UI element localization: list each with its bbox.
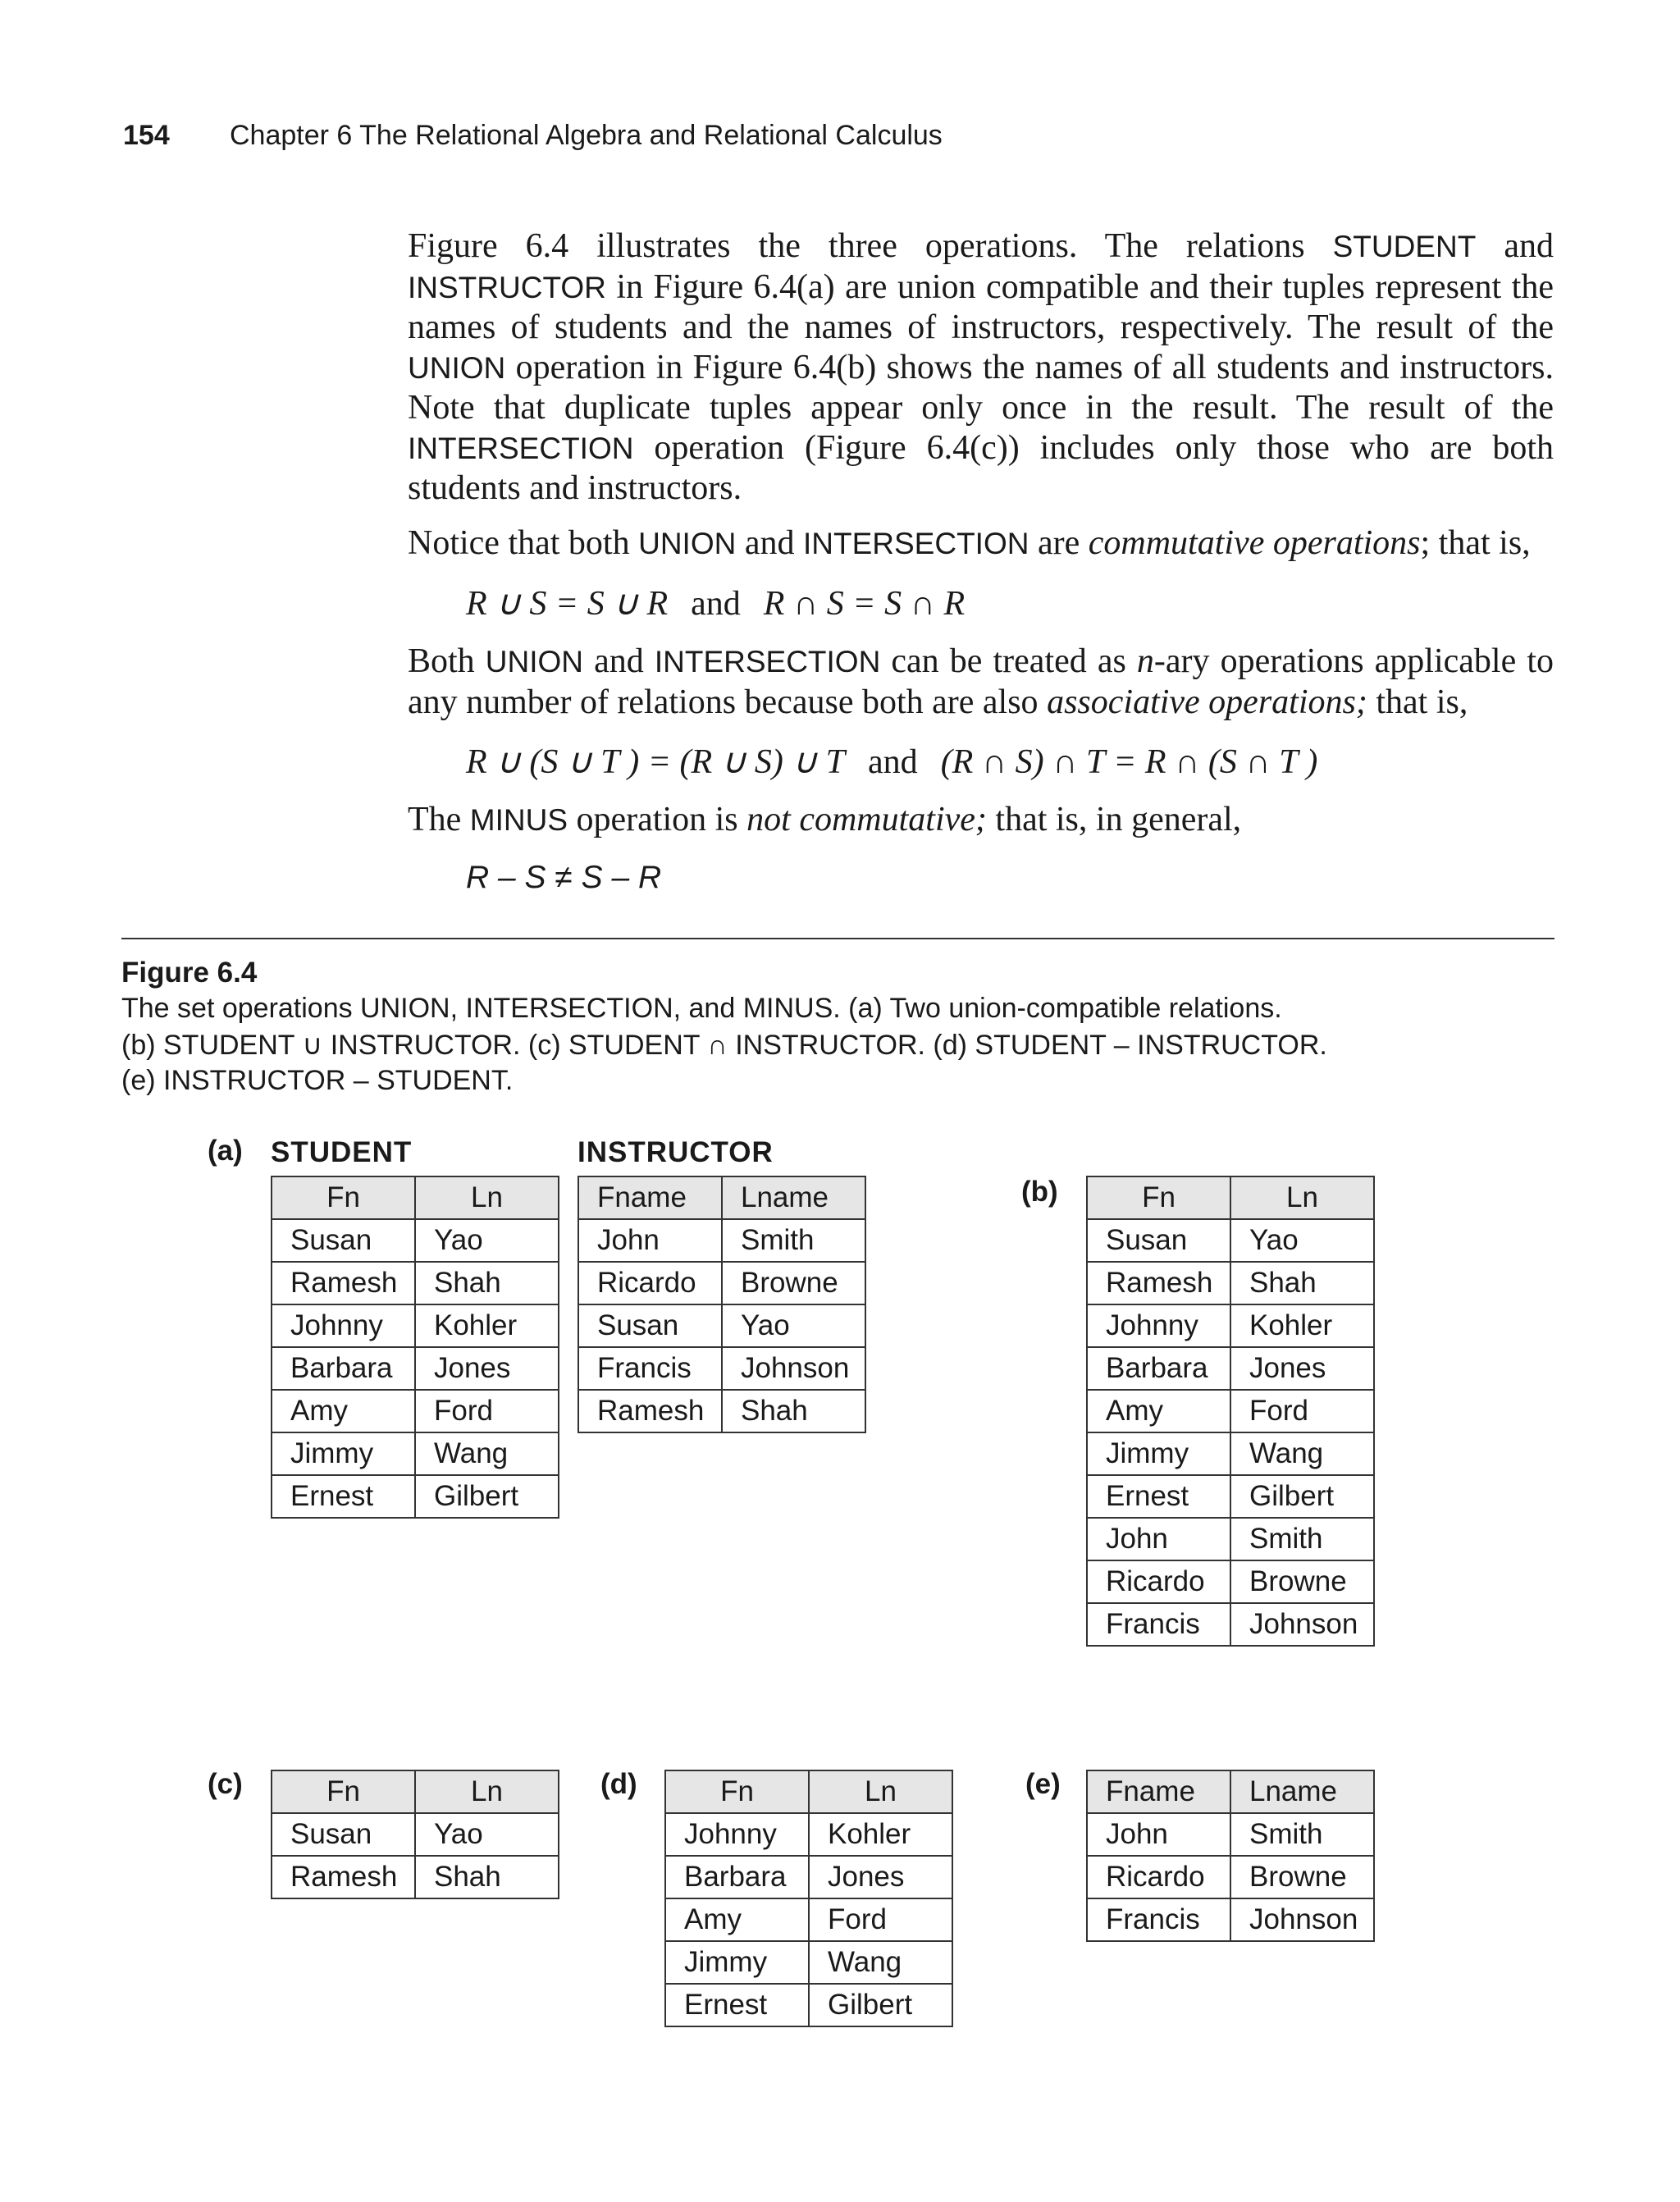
table-cell: Gilbert	[415, 1475, 559, 1518]
table-row	[1087, 1262, 1374, 1304]
table-cell: Shah	[1230, 1262, 1374, 1304]
table-cell: Ford	[809, 1898, 952, 1941]
text-run: Notice that both	[408, 524, 639, 562]
text-run: -ary operations applicable to any number of relations because both are also	[408, 642, 1554, 721]
column-header: Ln	[809, 1770, 952, 1813]
table-cell: Johnson	[1230, 1898, 1374, 1941]
table-cell: Ramesh	[272, 1856, 415, 1898]
table-cell: Kohler	[809, 1813, 952, 1856]
student-title: STUDENT	[271, 1136, 413, 1168]
column-header: Fn	[272, 1770, 415, 1813]
instructor-table	[578, 1176, 866, 1433]
emphasis-text: commutative operations	[1088, 524, 1421, 562]
table-row	[1087, 1432, 1374, 1475]
table-cell: Wang	[1230, 1432, 1374, 1475]
instructor-minus-student-table	[1086, 1770, 1375, 1942]
table-row	[272, 1304, 559, 1347]
table-header-row	[272, 1770, 559, 1813]
table-header-row	[1087, 1770, 1374, 1813]
equation-associative	[466, 741, 1317, 782]
part-d-label: (d)	[600, 1768, 637, 1800]
table-cell: Wang	[415, 1432, 559, 1475]
table-row	[1087, 1856, 1374, 1898]
paragraph-commutative	[408, 523, 1554, 564]
table-row	[1087, 1560, 1374, 1603]
table-cell: Johnny	[1087, 1304, 1230, 1347]
figure-caption-line: (e) INSTRUCTOR – STUDENT.	[121, 1065, 514, 1096]
text-run: and	[583, 642, 655, 680]
table-cell: Ernest	[1087, 1475, 1230, 1518]
paragraph-intro	[408, 226, 1554, 509]
table-row	[665, 1813, 952, 1856]
table-row	[272, 1432, 559, 1475]
table-cell: Barbara	[272, 1347, 415, 1390]
table-cell: Browne	[1230, 1560, 1374, 1603]
table-cell: Kohler	[415, 1304, 559, 1347]
table-cell: Johnny	[272, 1304, 415, 1347]
table-cell: Wang	[809, 1941, 952, 1984]
table-row	[665, 1941, 952, 1984]
text-run: operation is	[568, 801, 747, 838]
table-cell: John	[578, 1219, 722, 1262]
operator-name: INSTRUCTOR	[408, 270, 606, 304]
table-cell: Kohler	[1230, 1304, 1374, 1347]
table-row	[272, 1813, 559, 1856]
table-cell: Ernest	[272, 1475, 415, 1518]
equation-left: R ∪ S = S ∪ R	[466, 585, 669, 623]
text-run: and	[736, 524, 803, 562]
equation-minus: R – S ≠ S – R	[466, 860, 662, 895]
table-cell: Gilbert	[1230, 1475, 1374, 1518]
table-header-row	[665, 1770, 952, 1813]
table-cell: Gilbert	[809, 1984, 952, 2026]
table-cell: Ricardo	[1087, 1560, 1230, 1603]
text-run: are	[1029, 524, 1089, 562]
text-run: that is, in general,	[986, 801, 1242, 838]
part-c-label: (c)	[208, 1768, 243, 1800]
table-cell: Yao	[1230, 1219, 1374, 1262]
column-header: Ln	[415, 1176, 559, 1219]
table-cell: Shah	[415, 1856, 559, 1898]
operator-name: INTERSECTION	[654, 645, 881, 678]
table-row	[1087, 1518, 1374, 1560]
table-cell: Susan	[1087, 1219, 1230, 1262]
text-run: operation (Figure 6.4(c)) includes only those who are both students and instructors.	[408, 428, 1554, 507]
text-run: The	[408, 801, 470, 838]
paragraph-minus	[408, 800, 1554, 841]
column-header: Lname	[1230, 1770, 1374, 1813]
table-cell: Amy	[272, 1390, 415, 1432]
table-row	[272, 1347, 559, 1390]
equation-and: and	[868, 743, 918, 781]
table-cell: Jones	[1230, 1347, 1374, 1390]
table-cell: Ford	[1230, 1390, 1374, 1432]
table-row	[272, 1475, 559, 1518]
column-header: Fn	[272, 1176, 415, 1219]
emphasis-text: associative operations;	[1047, 683, 1367, 721]
part-b-label: (b)	[1021, 1176, 1058, 1208]
student-minus-instructor-table	[664, 1770, 953, 2027]
table-cell: Ramesh	[272, 1262, 415, 1304]
table-row	[1087, 1347, 1374, 1390]
column-header: Fn	[665, 1770, 809, 1813]
operator-name: INTERSECTION	[803, 527, 1029, 560]
text-run: Figure 6.4 illustrates the three operations. The relations	[408, 227, 1333, 265]
instructor-title: INSTRUCTOR	[578, 1136, 774, 1168]
text-run: can be treated as	[880, 642, 1137, 680]
emphasis-text: n	[1136, 642, 1154, 680]
union-table	[1086, 1176, 1375, 1647]
table-cell: Amy	[1087, 1390, 1230, 1432]
table-cell: Amy	[665, 1898, 809, 1941]
table-row	[578, 1262, 865, 1304]
paragraph-associative	[408, 642, 1554, 722]
table-row	[1087, 1603, 1374, 1646]
text-run: operation in Figure 6.4(b) shows the names of all students and instructors. Note that duplicate tuples appear only once in the result. The result of the	[408, 348, 1554, 427]
page-number: 154	[123, 120, 170, 151]
text-run: that is,	[1367, 683, 1468, 721]
table-cell: Susan	[272, 1219, 415, 1262]
equation-commutative	[466, 582, 965, 624]
table-cell: Ernest	[665, 1984, 809, 2026]
table-cell: Susan	[578, 1304, 722, 1347]
table-cell: Johnson	[1230, 1603, 1374, 1646]
table-cell: Barbara	[665, 1856, 809, 1898]
column-header: Fname	[578, 1176, 722, 1219]
table-cell: Shah	[722, 1390, 865, 1432]
table-row	[578, 1390, 865, 1432]
table-cell: Francis	[1087, 1603, 1230, 1646]
equation-right: R ∩ S = S ∩ R	[763, 585, 966, 623]
table-cell: Browne	[722, 1262, 865, 1304]
table-row	[1087, 1898, 1374, 1941]
table-cell: Barbara	[1087, 1347, 1230, 1390]
table-row	[578, 1219, 865, 1262]
table-cell: Yao	[722, 1304, 865, 1347]
table-row	[578, 1347, 865, 1390]
operator-name: MINUS	[469, 803, 568, 837]
table-cell: Yao	[415, 1219, 559, 1262]
table-row	[272, 1390, 559, 1432]
equation-right: (R ∩ S) ∩ T = R ∩ (S ∩ T )	[940, 743, 1318, 781]
table-cell: Ricardo	[1087, 1856, 1230, 1898]
part-e-label: (e)	[1025, 1768, 1061, 1800]
operator-name: STUDENT	[1332, 230, 1477, 263]
equation-and: and	[691, 585, 741, 623]
figure-divider	[121, 938, 1554, 939]
table-row	[1087, 1304, 1374, 1347]
table-cell: Johnny	[665, 1813, 809, 1856]
table-row	[272, 1219, 559, 1262]
table-cell: John	[1087, 1518, 1230, 1560]
text-run: ; that is,	[1420, 524, 1531, 562]
column-header: Lname	[722, 1176, 865, 1219]
operator-name: UNION	[638, 527, 737, 560]
table-row	[665, 1984, 952, 2026]
operator-name: INTERSECTION	[408, 431, 634, 465]
table-row	[272, 1856, 559, 1898]
table-cell: Smith	[1230, 1518, 1374, 1560]
table-cell: Jimmy	[272, 1432, 415, 1475]
table-cell: Shah	[415, 1262, 559, 1304]
table-row	[665, 1856, 952, 1898]
table-cell: Ramesh	[1087, 1262, 1230, 1304]
table-header-row	[1087, 1176, 1374, 1219]
figure-caption-line: The set operations UNION, INTERSECTION, and MINUS. (a) Two union-compatible relations.	[121, 993, 1282, 1024]
figure-label: Figure 6.4	[121, 957, 258, 989]
text-run: and	[1476, 227, 1554, 265]
column-header: Fname	[1087, 1770, 1230, 1813]
table-cell: Johnson	[722, 1347, 865, 1390]
table-cell: Ramesh	[578, 1390, 722, 1432]
table-cell: Jones	[415, 1347, 559, 1390]
table-row	[665, 1898, 952, 1941]
text-run: Both	[408, 642, 486, 680]
equation-left: R ∪ (S ∪ T ) = (R ∪ S) ∪ T	[466, 743, 846, 781]
table-row	[1087, 1813, 1374, 1856]
table-cell: Jimmy	[665, 1941, 809, 1984]
student-table	[271, 1176, 559, 1519]
column-header: Fn	[1087, 1176, 1230, 1219]
table-cell: Francis	[578, 1347, 722, 1390]
table-header-row	[578, 1176, 865, 1219]
operator-name: UNION	[408, 350, 506, 385]
operator-name: UNION	[485, 645, 584, 678]
table-row	[1087, 1219, 1374, 1262]
part-a-label: (a)	[208, 1135, 243, 1167]
table-cell: Smith	[1230, 1813, 1374, 1856]
table-row	[578, 1304, 865, 1347]
text-run: in Figure 6.4(a) are union compatible and their tuples represent the names of students and the names of instructors, respectively. The result of the	[408, 267, 1554, 346]
intersection-table	[271, 1770, 559, 1899]
table-cell: Jimmy	[1087, 1432, 1230, 1475]
table-cell: John	[1087, 1813, 1230, 1856]
table-row	[1087, 1390, 1374, 1432]
running-head: Chapter 6 The Relational Algebra and Relational Calculus	[230, 120, 943, 151]
table-row	[272, 1262, 559, 1304]
table-cell: Ricardo	[578, 1262, 722, 1304]
table-cell: Browne	[1230, 1856, 1374, 1898]
table-cell: Yao	[415, 1813, 559, 1856]
table-cell: Smith	[722, 1219, 865, 1262]
table-row	[1087, 1475, 1374, 1518]
figure-caption-line: (b) STUDENT ∪ INSTRUCTOR. (c) STUDENT ∩ INSTRUCTOR. (d) STUDENT – INSTRUCTOR.	[121, 1030, 1327, 1061]
table-cell: Ford	[415, 1390, 559, 1432]
table-cell: Francis	[1087, 1898, 1230, 1941]
column-header: Ln	[415, 1770, 559, 1813]
emphasis-text: not commutative;	[746, 801, 987, 838]
table-header-row	[272, 1176, 559, 1219]
column-header: Ln	[1230, 1176, 1374, 1219]
table-cell: Susan	[272, 1813, 415, 1856]
table-cell: Jones	[809, 1856, 952, 1898]
